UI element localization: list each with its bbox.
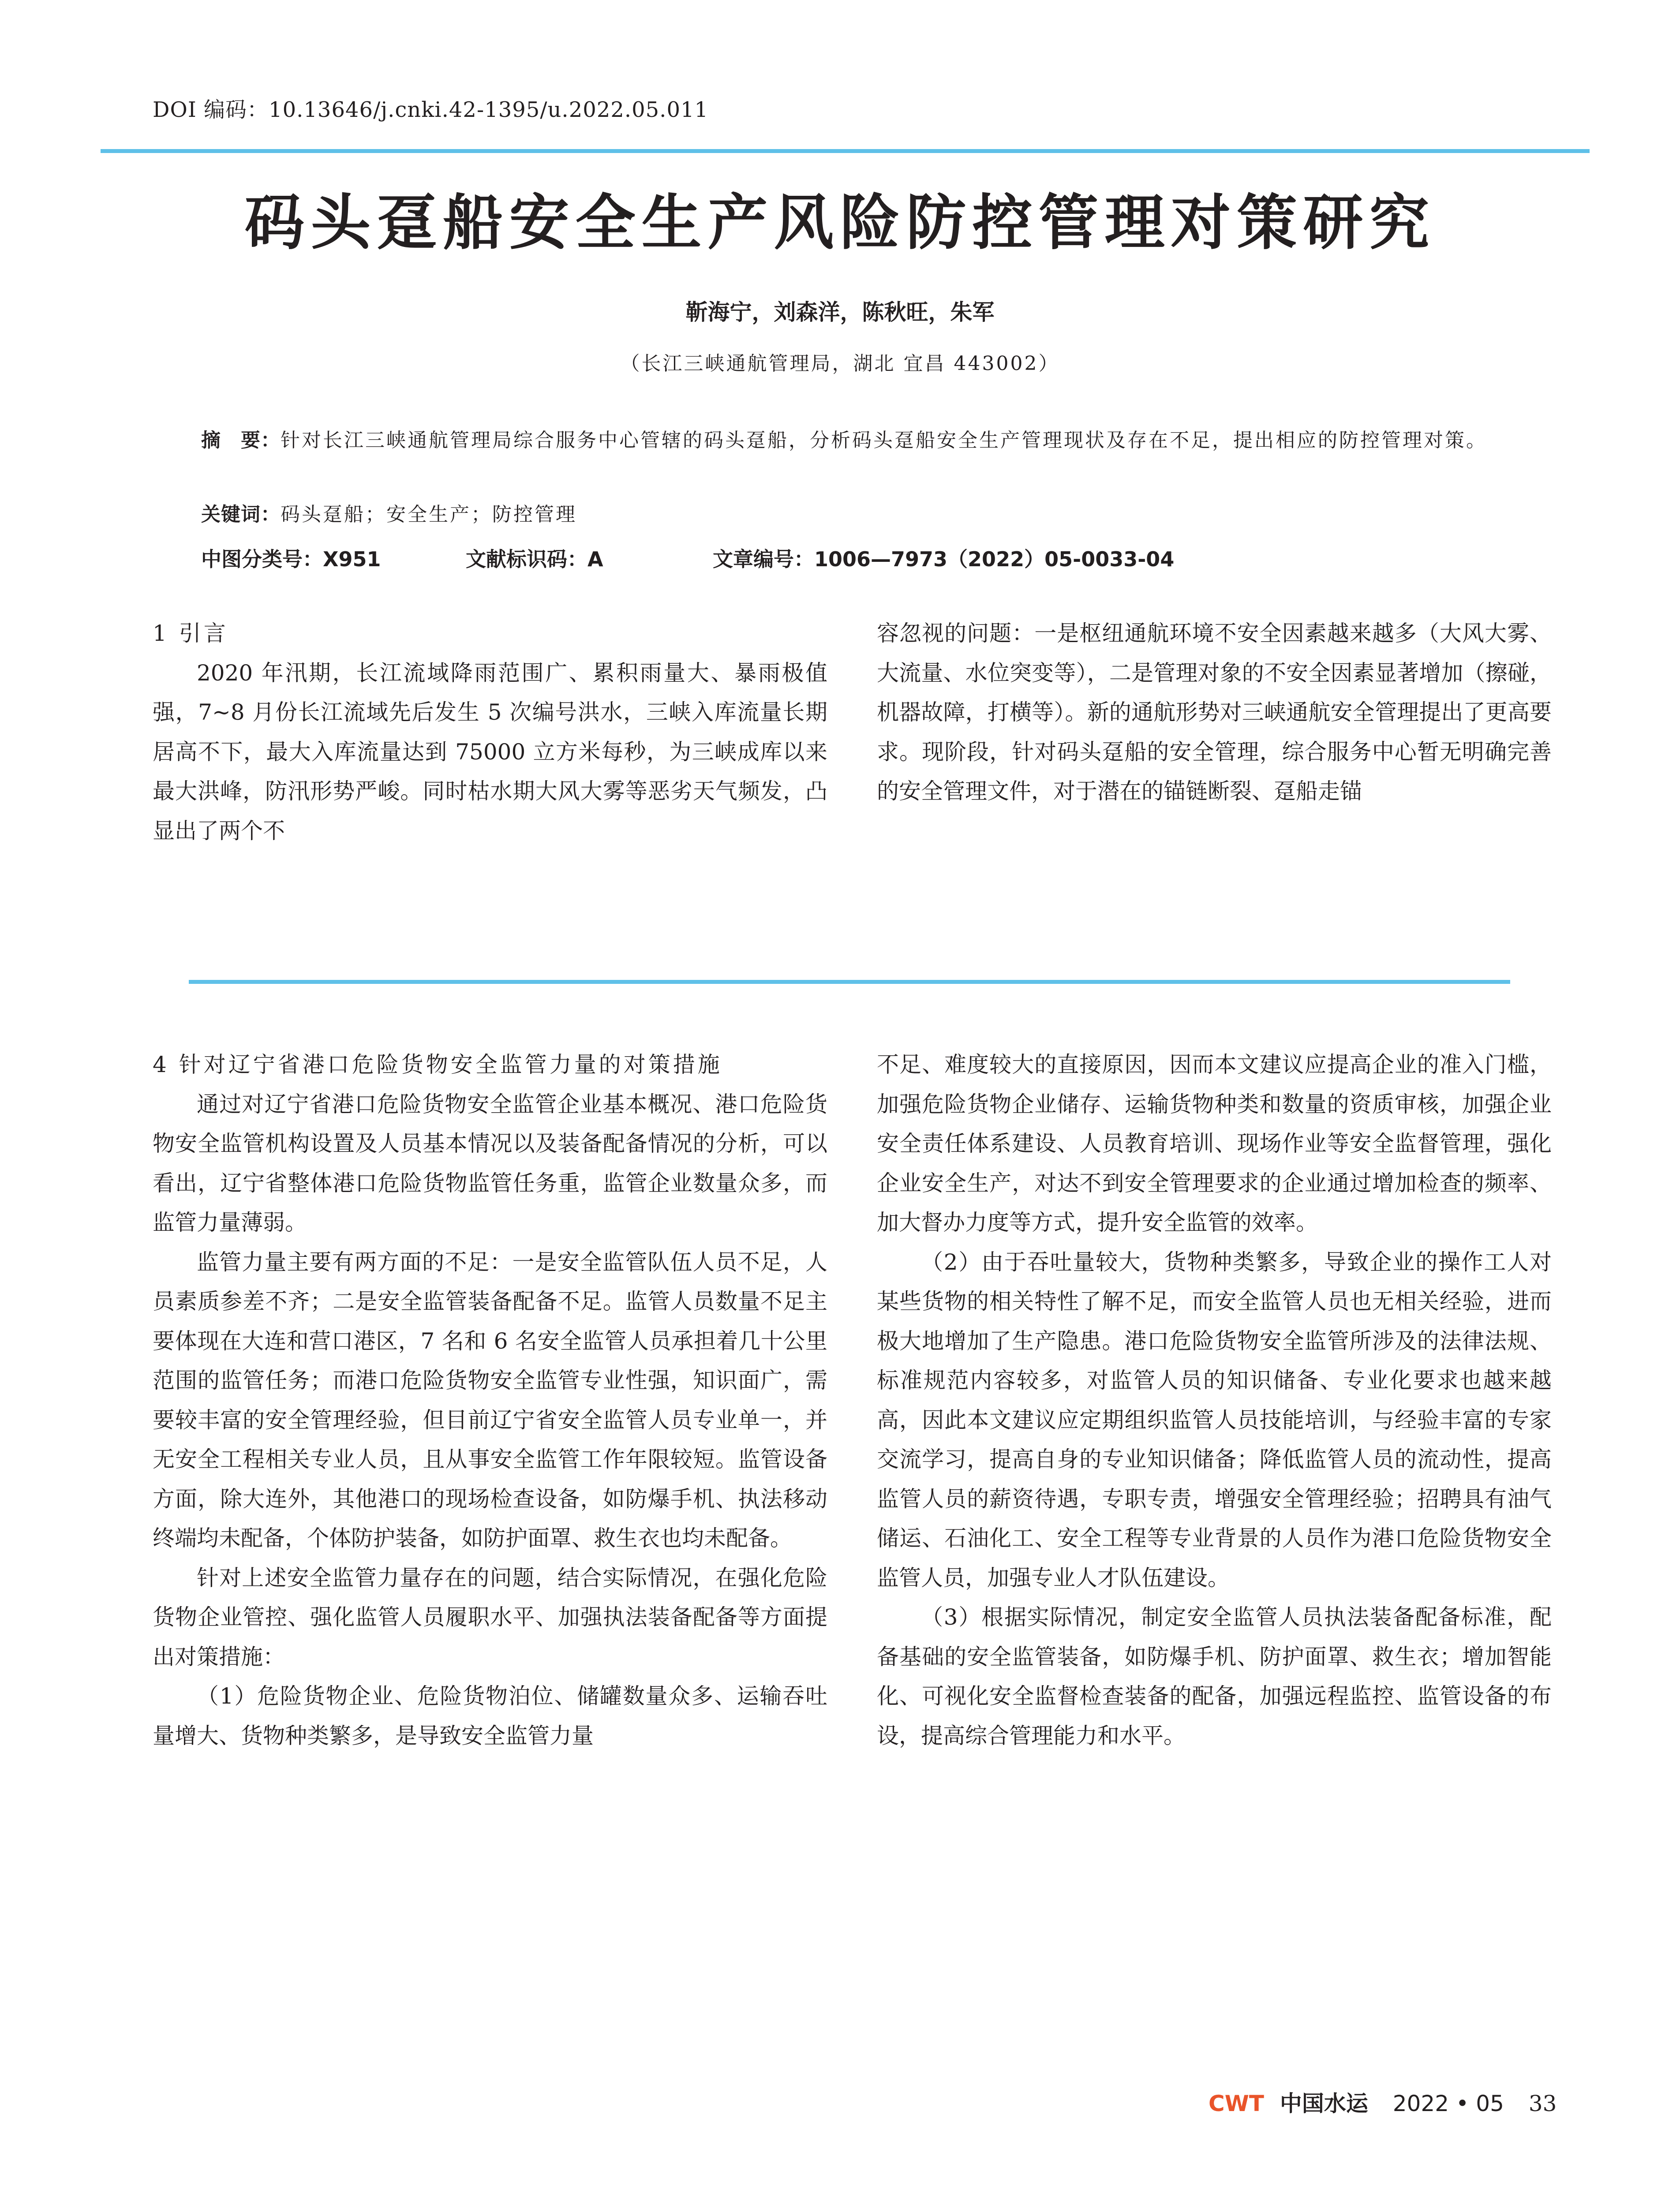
- abstract-label: 摘 要：: [201, 429, 281, 452]
- section4-paragraph-4-continued: 不足、难度较大的直接原因，因而本文建议应提高企业的准入门槛，加强危险货物企业储存、运输货物种类和数量的资质审核，加强企业安全责任体系建设、人员教育培训、现场作业等安全监督管理，强化企业安全生产，对达不到安全管理要求的企业通过增加检查的频率、加大督办力度等方式，提升安全监管的效率。: [877, 1052, 1552, 1235]
- clc-number: 中图分类号：X951: [201, 547, 381, 571]
- keywords: [201, 498, 577, 527]
- section4-heading: 4 针对辽宁省港口危险货物安全监管力量的对策措施: [153, 1052, 722, 1077]
- authors: 靳海宁，刘森洋，陈秋旺，朱军: [685, 299, 995, 325]
- keywords-text: 码头趸船；安全生产；防控管理: [281, 503, 577, 526]
- abstract: [201, 418, 1498, 463]
- section4-paragraph-3: 针对上述安全监管力量存在的问题，结合实际情况，在强化危险货物企业管控、强化监管人员履职水平、加强执法装备配备等方面提出对策措施：: [153, 1565, 827, 1670]
- section4-paragraph-5: （2）由于吞吐量较大，货物种类繁多，导致企业的操作工人对某些货物的相关特性了解不足，而安全监管人员也无相关经验，进而极大地增加了生产隐患。港口危险货物安全监管所涉及的法律法规、标准规范内容较多，对监管人员的知识储备、专业化要求也越来越高，因此本文建议应定期组织监管人员技能培训，与经验丰富的专家交流学习，提高自身的专业知识储备；降低监管人员的流动性，提高监管人员的薪资待遇，专职专责，增强安全管理经验；招聘具有油气储运、石油化工、安全工程等专业背景的人员作为港口危险货物安全监管人员，加强专业人才队伍建设。: [877, 1249, 1552, 1591]
- intro-right-column: [877, 614, 1552, 811]
- section4-paragraph-6: （3）根据实际情况，制定安全监管人员执法装备配备标准，配备基础的安全监管装备，如防爆手机、防护面罩、救生衣；增加智能化、可视化安全监督检查装备的配备，加强远程监控、监管设备的布设，提高综合管理能力和水平。: [877, 1604, 1552, 1749]
- issue-number: 2022 • 05: [1392, 2091, 1504, 2116]
- section4-paragraph-2: 监管力量主要有两方面的不足：一是安全监管队伍人员不足，人员素质参差不齐；二是安全监管装备配备不足。监管人员数量不足主要体现在大连和营口港区，7 名和 6 名安全监管人员承担着几十公里范围的监管任务；而港口危险货物安全监管专业性强，知识面广，需要较丰富的安全管理经验，但目前辽宁省安全监管人员专业单一，并无安全工程相关专业人员，且从事安全监管工作年限较短。监管设备方面，除大连外，其他港口的现场检查设备，如防爆手机、执法移动终端均未配备，个体防护装备，如防护面罩、救生衣也均未配备。: [153, 1249, 827, 1551]
- affiliation: （长江三峡通航管理局，湖北 宜昌 443002）: [620, 352, 1060, 375]
- cwt-logo: CWT: [1209, 2091, 1264, 2116]
- section-divider: [189, 980, 1510, 984]
- article-title: 码头趸船安全生产风险防控管理对策研究: [244, 187, 1436, 258]
- document-code: 文献标识码：A: [466, 547, 603, 571]
- section4-left-column: [153, 1045, 827, 1756]
- header-rule: [101, 149, 1590, 153]
- section4-paragraph-4: （1）危险货物企业、危险货物泊位、储罐数量众多、运输吞吐量增大、货物种类繁多，是导致安全监管力量: [153, 1683, 827, 1749]
- section4-right-column: [877, 1045, 1552, 1756]
- keywords-label: 关键词：: [201, 503, 281, 526]
- doi-line: DOI 编码：10.13646/j.cnki.42-1395/u.2022.05.011: [153, 97, 709, 122]
- abstract-text: 针对长江三峡通航管理局综合服务中心管辖的码头趸船，分析码头趸船安全生产管理现状及存在不足，提出相应的防控管理对策。: [281, 429, 1487, 452]
- intro-paragraph-continued: 容忽视的问题：一是枢纽通航环境不安全因素越来越多（大风大雾、大流量、水位突变等），二是管理对象的不安全因素显著增加（擦碰，机器故障，打横等）。新的通航形势对三峡通航安全管理提出了更高要求。现阶段，针对码头趸船的安全管理，综合服务中心暂无明确完善的安全管理文件，对于潜在的锚链断裂、趸船走锚: [877, 620, 1552, 804]
- page-footer: [1209, 2086, 1557, 2118]
- intro-left-column: [153, 614, 827, 851]
- section4-paragraph-1: 通过对辽宁省港口危险货物安全监管企业基本概况、港口危险货物安全监管机构设置及人员基本情况以及装备配备情况的分析，可以看出，辽宁省整体港口危险货物监管任务重，监管企业数量众多，而监管力量薄弱。: [153, 1091, 827, 1235]
- journal-name: 中国水运: [1280, 2090, 1368, 2116]
- intro-heading: 1 引言: [153, 620, 228, 646]
- article-number: 文章编号：1006—7973（2022）05-0033-04: [713, 547, 1175, 571]
- page-number: 33: [1528, 2091, 1557, 2116]
- intro-paragraph: 2020 年汛期，长江流域降雨范围广、累积雨量大、暴雨极值强，7~8 月份长江流域先后发生 5 次编号洪水，三峡入库流量长期居高不下，最大入库流量达到 75000 立方米每秒，为三峡成库以来最大洪峰，防汛形势严峻。同时枯水期大风大雾等恶劣天气频发，凸显出了两个不: [153, 660, 827, 844]
